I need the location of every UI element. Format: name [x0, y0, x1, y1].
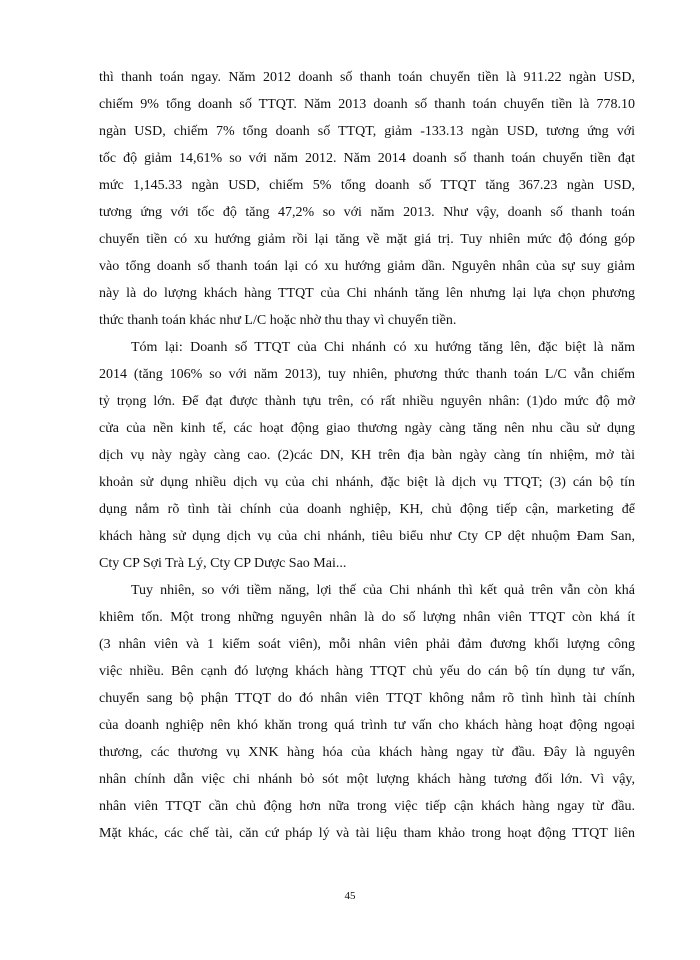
text-line: tốc độ giảm 14,61% so với năm 2012. Năm 2014 doanh số thanh toán chuyển tiền đạt — [99, 151, 635, 166]
text-line: 2014 (tăng 106% so với năm 2013), tuy nhiên, phương thức thanh toán L/C vẫn chiếm — [99, 367, 635, 382]
text-line: tương ứng với tốc độ tăng 47,2% so với năm 2013. Như vậy, doanh số thanh toán — [99, 205, 635, 220]
text-line: Mặt khác, các chế tài, căn cứ pháp lý và tài liệu tham khảo trong hoạt động TTQT liên — [99, 826, 635, 841]
text-line: khiêm tốn. Một trong những nguyên nhân là do số lượng nhân viên TTQT còn khá ít — [99, 610, 635, 625]
text-line: khách hàng sử dụng dịch vụ của chi nhánh, tiêu biểu như Cty CP dệt nhuộm Đam San, — [99, 529, 635, 544]
text-line: cửa của nền kinh tế, các hoạt động giao thương ngày càng tăng nên nhu cầu sử dụng — [99, 421, 635, 436]
text-line: nhân viên TTQT cần chủ động hơn nữa trong việc tiếp cận khách hàng ngay từ đầu. — [99, 799, 635, 814]
text-line: Cty CP Sợi Trà Lý, Cty CP Dược Sao Mai... — [99, 556, 347, 571]
text-line: ngàn USD, chiếm 7% tổng doanh số TTQT, giảm -133.13 ngàn USD, tương ứng với — [99, 124, 635, 139]
text-line: chuyển sang bộ phận TTQT do đó nhân viên TTQT không nắm rõ tình hình tài chính — [99, 691, 635, 706]
text-line: Tóm lại: Doanh số TTQT của Chi nhánh có xu hướng tăng lên, đặc biệt là năm — [131, 340, 635, 355]
text-line: chiếm 9% tổng doanh số TTQT. Năm 2013 doanh số thanh toán chuyển tiền là 778.10 — [99, 97, 635, 112]
text-line: việc nhiều. Bên cạnh đó lượng khách hàng TTQT chủ yếu do cán bộ tín dụng tư vấn, — [99, 664, 635, 679]
text-line: Tuy nhiên, so với tiềm năng, lợi thế của Chi nhánh thì kết quả trên vẫn còn khá — [131, 583, 635, 598]
text-line: dụng nắm rõ tình tài chính của doanh nghiệp, KH, chủ động tiếp cận, marketing để — [99, 502, 635, 517]
text-line: của doanh nghiệp nên khó khăn trong quá trình tư vấn cho khách hàng hoạt động ngoại — [99, 718, 635, 733]
text-line: này là do lượng khách hàng TTQT của Chi nhánh tăng lên nhưng lại lựa chọn phương — [99, 286, 635, 301]
text-line: tỷ trọng lớn. Để đạt được thành tựu trên, có rất nhiều nguyên nhân: (1)do mức độ mở — [99, 394, 635, 409]
text-line: thì thanh toán ngay. Năm 2012 doanh số thanh toán chuyển tiền là 911.22 ngàn USD, — [99, 70, 635, 85]
text-line: mức 1,145.33 ngàn USD, chiếm 5% tổng doanh số TTQT tăng 367.23 ngàn USD, — [99, 178, 635, 193]
text-line: thương, các thương vụ XNK hàng hóa của khách hàng ngay từ đầu. Đây là nguyên — [99, 745, 635, 760]
text-line: dịch vụ này ngày càng cao. (2)các DN, KH trên địa bàn ngày càng tín nhiệm, mở tài — [99, 448, 635, 463]
text-line: khoản sử dụng nhiều dịch vụ của chi nhánh, đặc biệt là dịch vụ TTQT; (3) cán bộ tín — [99, 475, 635, 490]
page-number: 45 — [344, 890, 356, 902]
text-line: nhân chính dẫn việc chi nhánh bỏ sót một lượng khách hàng tương đối lớn. Vì vậy, — [99, 772, 635, 787]
text-line: vào tổng doanh số thanh toán lại có xu hướng giảm dần. Nguyên nhân của sự suy giảm — [99, 259, 635, 274]
text-line: (3 nhân viên và 1 kiểm soát viên), mỗi nhân viên phải đảm đương khối lượng công — [99, 637, 635, 652]
text-line: chuyển tiền có xu hướng giảm rồi lại tăng về mặt giá trị. Tuy nhiên mức độ đóng góp — [99, 232, 635, 247]
text-line: thức thanh toán khác như L/C hoặc nhờ thu thay vì chuyển tiền. — [99, 313, 457, 328]
